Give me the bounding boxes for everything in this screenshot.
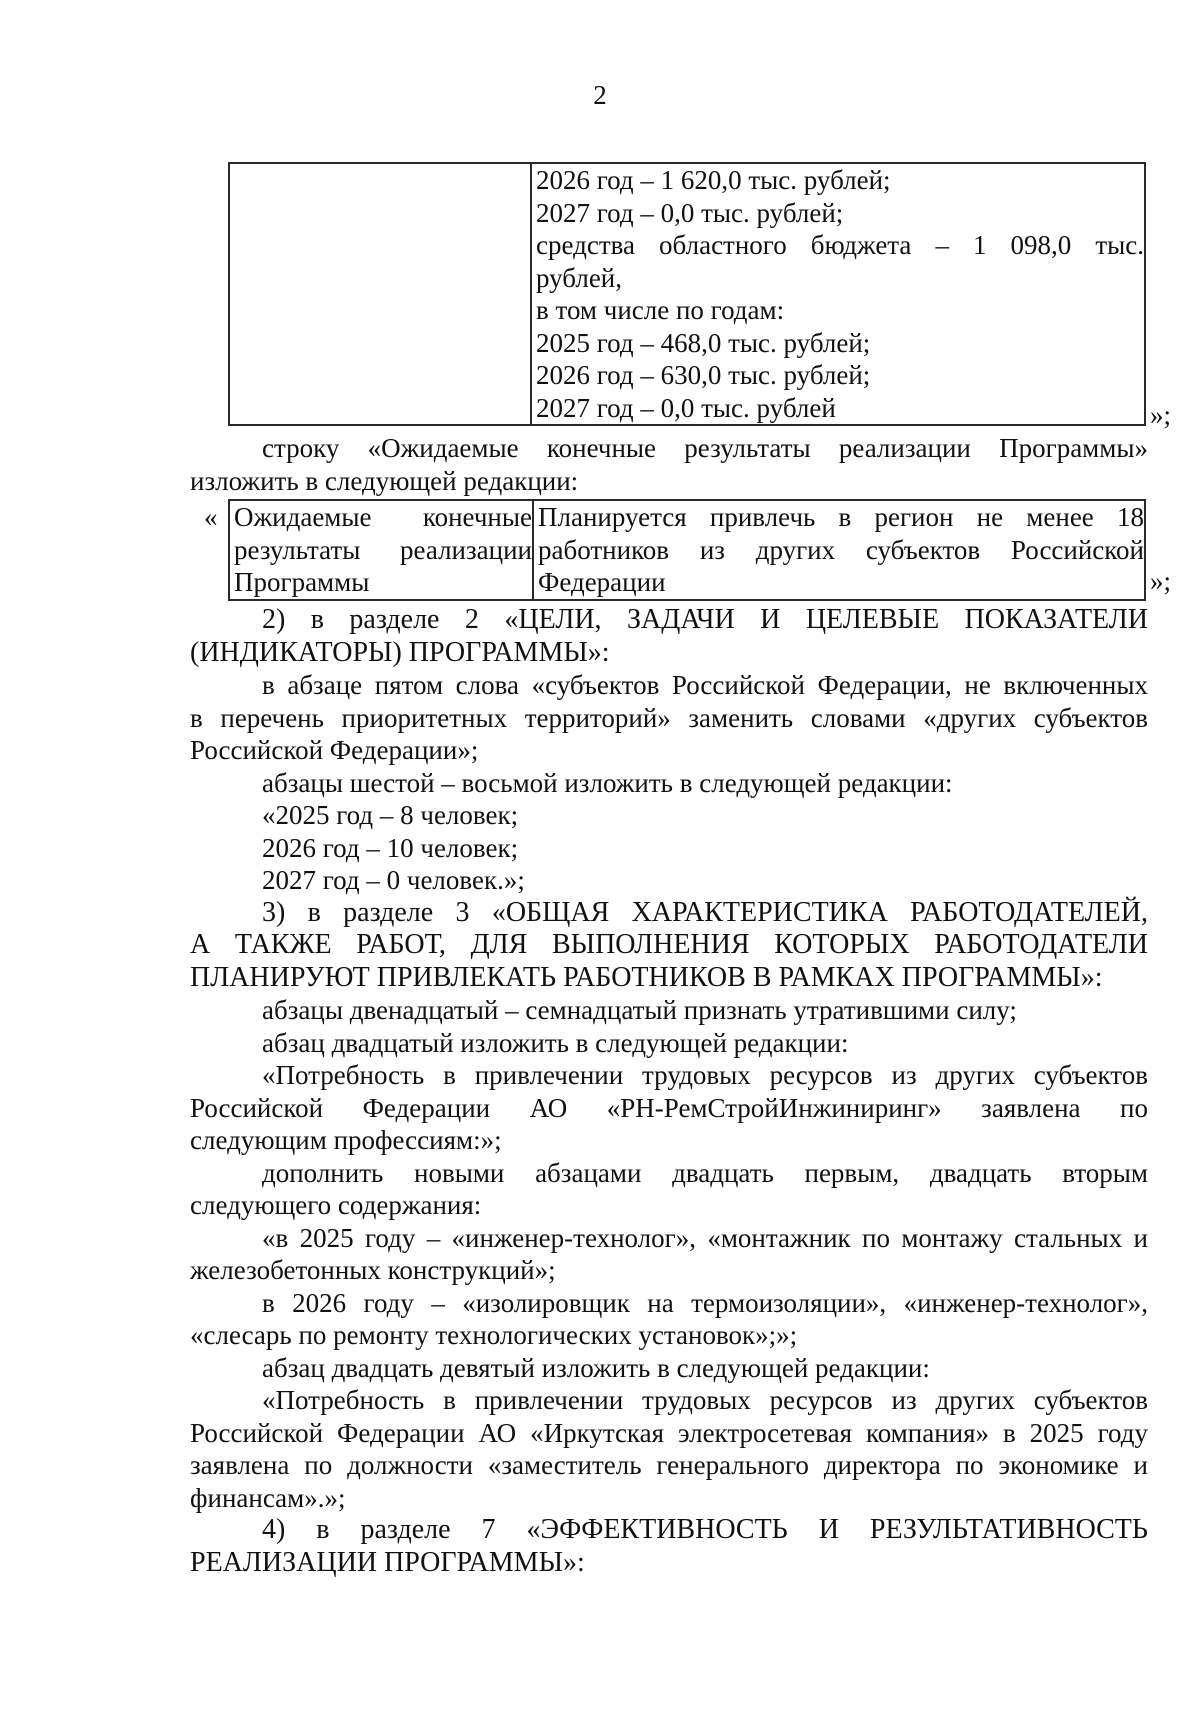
paragraph-line: 2027 год – 0 человек.»; <box>262 865 525 895</box>
paragraph-line: РЕАЛИЗАЦИИ ПРОГРАММЫ»: <box>190 1546 585 1578</box>
paragraph-line: абзац двадцать девятый изложить в следующей редакции: <box>262 1352 930 1383</box>
paragraph-line: (ИНДИКАТОРЫ) ПРОГРАММЫ»: <box>190 636 610 668</box>
expected-results-label-cell <box>229 500 533 600</box>
paragraph-line: 4) в разделе 7 «ЭФФЕКТИВНОСТЬ И РЕЗУЛЬТАТИВНОСТЬ <box>262 1514 1148 1545</box>
label-line: Программы <box>234 567 370 597</box>
funding-line: 2025 год – 468,0 тыс. рублей; <box>536 327 871 358</box>
funding-line: 2026 год – 630,0 тыс. рублей; <box>536 360 871 390</box>
value-line: Федерации <box>538 567 666 597</box>
paragraph-line: «Потребность в привлечении трудовых ресурсов из других субъектов <box>262 1060 1148 1090</box>
table2-opening-quote: « <box>204 502 218 532</box>
funding-table <box>228 162 1146 426</box>
paragraph-line: «слесарь по ремонту технологических установок»;»; <box>190 1320 798 1350</box>
paragraph-line: Российской Федерации АО «Иркутская электросетевая компания» в 2025 году <box>190 1417 1148 1448</box>
paragraph-line: заявлена по должности «заместитель генерального директора по экономике и <box>190 1450 1148 1480</box>
paragraph-line: ПЛАНИРУЮТ ПРИВЛЕКАТЬ РАБОТНИКОВ В РАМКАХ ПРОГРАММЫ»: <box>190 961 1103 993</box>
paragraph-line: «в 2025 году – «инженер-технолог», «монтажник по монтажу стальных и <box>262 1222 1148 1253</box>
funding-line: 2027 год – 0,0 тыс. рублей; <box>536 197 844 228</box>
paragraph-line: железобетонных конструкций»; <box>190 1255 556 1285</box>
paragraph-line: Российской Федерации АО «РН-РемСтройИнжиниринг» заявлена по <box>190 1092 1148 1123</box>
funding-line: средства областного бюджета – 1 098,0 тыс. <box>536 230 1144 260</box>
funding-line: 2027 год – 0,0 тыс. рублей <box>536 392 836 423</box>
paragraph-line: в абзаце пятом слова «субъектов Российской Федерации, не включенных <box>262 670 1148 700</box>
paragraph-line: следующего содержания: <box>190 1190 482 1220</box>
paragraph-line: дополнить новыми абзацами двадцать первым, двадцать вторым <box>262 1157 1148 1188</box>
paragraph-line: абзацы шестой – восьмой изложить в следующей редакции: <box>262 767 953 798</box>
intro-line: изложить в следующей редакции: <box>190 466 579 496</box>
paragraph-line: Российской Федерации»; <box>190 735 479 765</box>
page-number: 2 <box>593 80 607 110</box>
funding-line: 2026 год – 1 620,0 тыс. рублей; <box>536 165 891 195</box>
paragraph-line: «Потребность в привлечении трудовых ресурсов из других субъектов <box>262 1385 1148 1415</box>
paragraph-line: 3) в разделе 3 «ОБЩАЯ ХАРАКТЕРИСТИКА РАБОТОДАТЕЛЕЙ, <box>262 896 1148 928</box>
funding-line: рублей, <box>536 262 623 293</box>
expected-results-table <box>228 499 1146 601</box>
paragraph-line: абзацы двенадцатый – семнадцатый признать утратившими силу; <box>262 995 1017 1025</box>
intro-line: строку «Ожидаемые конечные результаты реализации Программы» <box>262 433 1148 463</box>
paragraph-line: в перечень приоритетных территорий» заменить словами «других субъектов <box>190 702 1148 733</box>
paragraph-line: следующим профессиям:»; <box>190 1125 502 1155</box>
table1-closing-quote: »; <box>1150 400 1172 430</box>
label-line: Ожидаемые конечные <box>234 502 532 532</box>
expected-results-value-cell <box>533 500 1145 600</box>
table2-closing-quote: »; <box>1150 566 1172 596</box>
label-line: результаты реализации <box>234 534 532 565</box>
paragraph-line: финансам».»; <box>190 1482 346 1513</box>
funding-line: в том числе по годам: <box>536 295 785 325</box>
paragraph-line: в 2026 году – «изолировщик на термоизоляции», «инженер-технолог», <box>262 1287 1148 1318</box>
paragraph-line: 2) в разделе 2 «ЦЕЛИ, ЗАДАЧИ И ЦЕЛЕВЫЕ ПОКАЗАТЕЛИ <box>262 604 1148 635</box>
paragraph-line: абзац двадцатый изложить в следующей редакции: <box>262 1027 849 1058</box>
body-text <box>190 604 1148 1579</box>
paragraph-line: 2026 год – 10 человек; <box>262 832 519 863</box>
value-line: Планируется привлечь в регион не менее 18 <box>538 502 1144 532</box>
value-line: работников из других субъектов Российской <box>538 534 1144 565</box>
paragraph-line: «2025 год – 8 человек; <box>262 800 519 830</box>
funding-table-values-cell <box>531 163 1145 425</box>
paragraph-line: А ТАКЖЕ РАБОТ, ДЛЯ ВЫПОЛНЕНИЯ КОТОРЫХ РАБОТОДАТЕЛИ <box>190 929 1148 960</box>
funding-table-empty-cell <box>229 163 531 425</box>
